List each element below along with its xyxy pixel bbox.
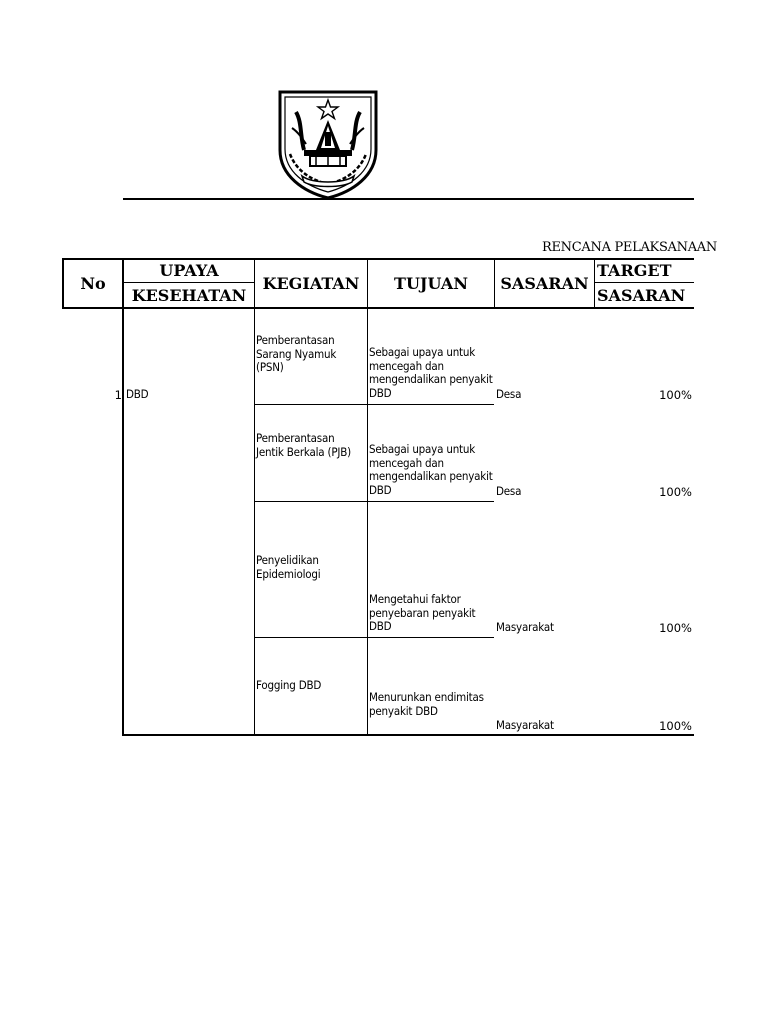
- tujuan-cell: Mengetahui faktor penyebaran penyakit DBD: [369, 592, 476, 633]
- header-target-sasaran: SASARAN: [597, 286, 686, 305]
- target-cell: 100%: [659, 719, 692, 733]
- kegiatan-cell: Penyelidikan Epidemiologi: [256, 553, 321, 581]
- regional-emblem-logo: [276, 88, 380, 200]
- row-number: 1: [114, 388, 122, 402]
- upaya-value: DBD: [126, 387, 149, 401]
- row-divider-3: [254, 637, 494, 638]
- sasaran-cell: Desa: [496, 387, 522, 401]
- kegiatan-cell: Pemberantasan Sarang Nyamuk (PSN): [256, 333, 337, 374]
- header-no: No: [80, 273, 106, 293]
- tujuan-cell: Menurunkan endimitas penyakit DBD: [369, 690, 484, 718]
- kegiatan-cell: Fogging DBD: [256, 678, 322, 692]
- sasaran-cell: Masyarakat: [496, 718, 554, 732]
- kegiatan-cell: Pemberantasan Jentik Berkala (PJB): [256, 431, 351, 459]
- document-title: RENCANA PELAKSANAAN: [542, 240, 717, 255]
- header-sasaran: SASARAN: [500, 273, 589, 293]
- header-target: TARGET: [597, 261, 672, 280]
- header-rule: [123, 198, 694, 200]
- target-cell: 100%: [659, 388, 692, 402]
- sasaran-cell: Desa: [496, 484, 522, 498]
- sasaran-cell: Masyarakat: [496, 620, 554, 634]
- col-divider-no: [122, 258, 124, 736]
- target-cell: 100%: [659, 621, 692, 635]
- tujuan-cell: Sebagai upaya untuk mencegah dan mengendalikan penyakit DBD: [369, 345, 493, 400]
- header-kegiatan: KEGIATAN: [262, 273, 360, 293]
- target-cell: 100%: [659, 485, 692, 499]
- header-tujuan: TUJUAN: [394, 273, 468, 293]
- col-divider-upaya: [254, 258, 255, 736]
- plan-table: [62, 258, 694, 738]
- table-border-bottom: [122, 734, 694, 736]
- row-divider-1: [254, 404, 494, 405]
- header-kesehatan: KESEHATAN: [131, 286, 247, 305]
- col-divider-kegiatan: [367, 258, 368, 736]
- tujuan-cell: Sebagai upaya untuk mencegah dan mengendalikan penyakit DBD: [369, 442, 493, 497]
- row-divider-2: [254, 501, 494, 502]
- header-upaya: UPAYA: [159, 261, 219, 280]
